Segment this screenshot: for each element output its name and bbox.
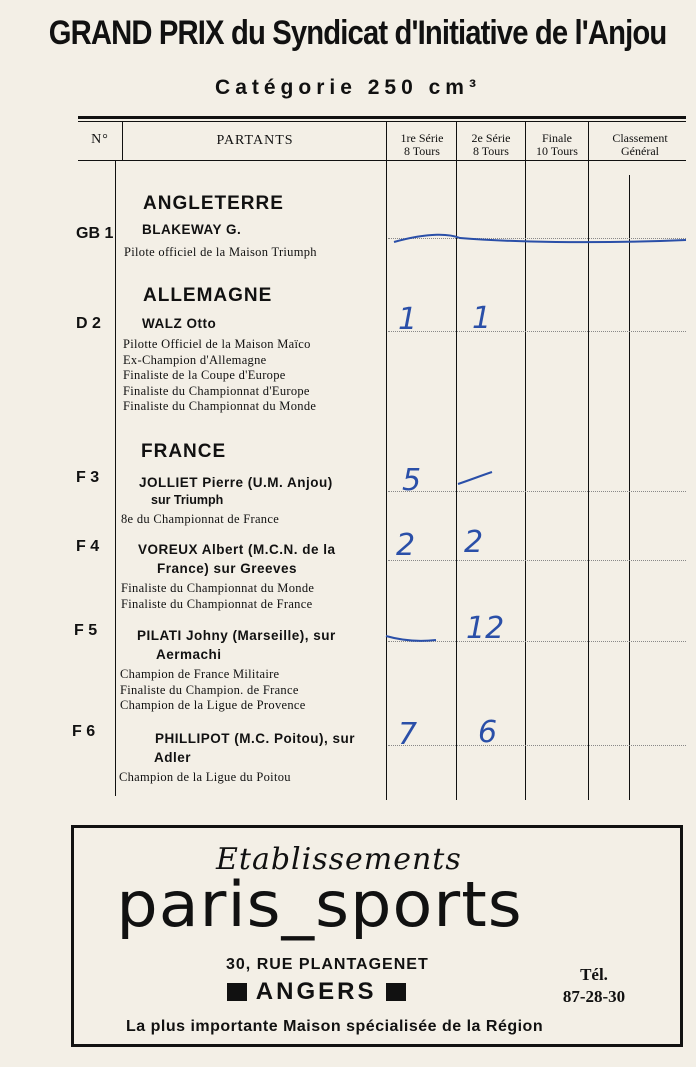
entry-number: D 2 xyxy=(76,315,101,332)
serie1-result: 1 xyxy=(398,302,418,337)
serie1-result: 5 xyxy=(402,463,422,498)
country-heading: FRANCE xyxy=(141,441,227,462)
col-rule-3 xyxy=(456,122,457,800)
serie2-result: 1 xyxy=(472,301,492,336)
col-rule-4 xyxy=(525,122,526,800)
ad-city-name: ANGERS xyxy=(255,978,377,1005)
rider-bike: sur Triumph xyxy=(151,493,224,507)
handwritten-dash-mark xyxy=(456,468,496,488)
description-line: Finaliste du Championnat d'Europe xyxy=(123,383,310,398)
ad-city xyxy=(227,978,406,1006)
rider-description: Champion de la Ligue du Poitou xyxy=(119,770,291,784)
serie2-result: 2 xyxy=(464,525,484,560)
rider-bike: Aermachi xyxy=(156,647,222,662)
rider-name: PHILLIPOT (M.C. Poitou), sur xyxy=(155,731,355,746)
col-classement-subtitle: Général xyxy=(621,144,659,158)
ad-brand-name: paris_sports xyxy=(116,868,523,941)
description-line: Pilotte Officiel de la Maison Maïco xyxy=(123,337,311,351)
entry-number: GB 1 xyxy=(76,225,114,242)
description-line: Champion de France Militaire xyxy=(120,667,280,681)
advertisement-box xyxy=(71,825,683,1047)
serie1-result: 7 xyxy=(398,717,418,752)
rider-description: 8e du Championnat de France xyxy=(121,512,280,526)
serie2-result: 6 xyxy=(478,715,498,750)
rider-bike: Adler xyxy=(154,750,192,765)
col-classement-title: Classement xyxy=(612,131,668,145)
description-line: Finaliste du Champion. de France xyxy=(120,682,299,697)
col-rule-2 xyxy=(386,122,387,800)
col-serie1-laps: 8 Tours xyxy=(404,144,440,158)
entry-number: F 3 xyxy=(76,469,100,486)
entry-number: F 6 xyxy=(72,723,96,740)
rider-name: VOREUX Albert (M.C.N. de la xyxy=(138,542,336,557)
serie2-result: 12 xyxy=(466,611,505,646)
page-title: GRAND PRIX du Syndicat d'Initiative de l'Anjou xyxy=(48,14,667,52)
ad-tel-label: Tél. xyxy=(580,965,608,984)
col-serie1-header xyxy=(388,132,456,158)
rider-name: JOLLIET Pierre (U.M. Anjou) xyxy=(139,475,333,490)
col-no-header: N° xyxy=(91,132,109,147)
col-serie2-title: 2e Série xyxy=(471,131,511,145)
col-rule-5 xyxy=(588,122,589,800)
rider-bike: France) sur Greeves xyxy=(157,561,298,576)
handwritten-dash-mark xyxy=(390,228,690,252)
entry-dotted-line xyxy=(388,745,686,746)
rider-description: Pilote officiel de la Maison Triumph xyxy=(124,245,317,259)
header-underline xyxy=(78,160,686,161)
rider-name: WALZ Otto xyxy=(142,316,217,331)
col-partants-header: PARTANTS xyxy=(216,133,294,148)
handwritten-dash-mark xyxy=(384,630,440,646)
col-serie2-laps: 8 Tours xyxy=(473,144,509,158)
title-rule-thin xyxy=(78,121,686,122)
entry-dotted-line xyxy=(388,560,686,561)
col-rule-6 xyxy=(629,175,630,800)
col-finale-header xyxy=(526,132,588,158)
ad-telephone xyxy=(544,964,644,1008)
rider-description xyxy=(121,581,314,612)
square-bullet-icon xyxy=(227,983,247,1001)
ad-tagline: La plus importante Maison spécialisée de la Région xyxy=(126,1018,544,1035)
col-rule-1 xyxy=(122,122,123,160)
col-rule-1b xyxy=(115,160,116,796)
country-heading: ANGLETERRE xyxy=(143,193,284,214)
ad-tel-number: 87-28-30 xyxy=(562,987,626,1006)
rider-description xyxy=(120,667,306,714)
col-serie2-header xyxy=(457,132,525,158)
category-label: Catégorie 250 cm³ xyxy=(215,76,481,99)
description-line: Finaliste du Championnat du Monde xyxy=(123,399,317,413)
ad-address: 30, RUE PLANTAGENET xyxy=(226,956,429,973)
description-line: Champion de la Ligue de Provence xyxy=(120,698,306,712)
col-finale-laps: 10 Tours xyxy=(536,144,578,158)
description-line: Finaliste de la Coupe d'Europe xyxy=(123,368,286,382)
col-serie1-title: 1re Série xyxy=(400,131,444,145)
serie1-result: 2 xyxy=(396,528,416,563)
description-line: Finaliste du Championnat de France xyxy=(121,596,313,611)
entry-number: F 5 xyxy=(74,622,98,639)
col-finale-title: Finale xyxy=(542,131,572,145)
country-heading: ALLEMAGNE xyxy=(143,285,273,306)
rider-description xyxy=(123,337,316,415)
rider-name: PILATI Johny (Marseille), sur xyxy=(137,628,336,643)
entry-dotted-line xyxy=(388,491,686,492)
square-bullet-icon xyxy=(386,983,406,1001)
rider-name: BLAKEWAY G. xyxy=(142,222,242,237)
entry-dotted-line xyxy=(388,331,686,332)
col-classement-header xyxy=(590,132,690,158)
entry-number: F 4 xyxy=(76,538,100,555)
ad-script-heading: Etablissements xyxy=(216,842,462,877)
description-line: Finaliste du Championnat du Monde xyxy=(121,581,315,595)
title-rule xyxy=(78,116,686,119)
description-line: Ex-Champion d'Allemagne xyxy=(123,352,267,367)
